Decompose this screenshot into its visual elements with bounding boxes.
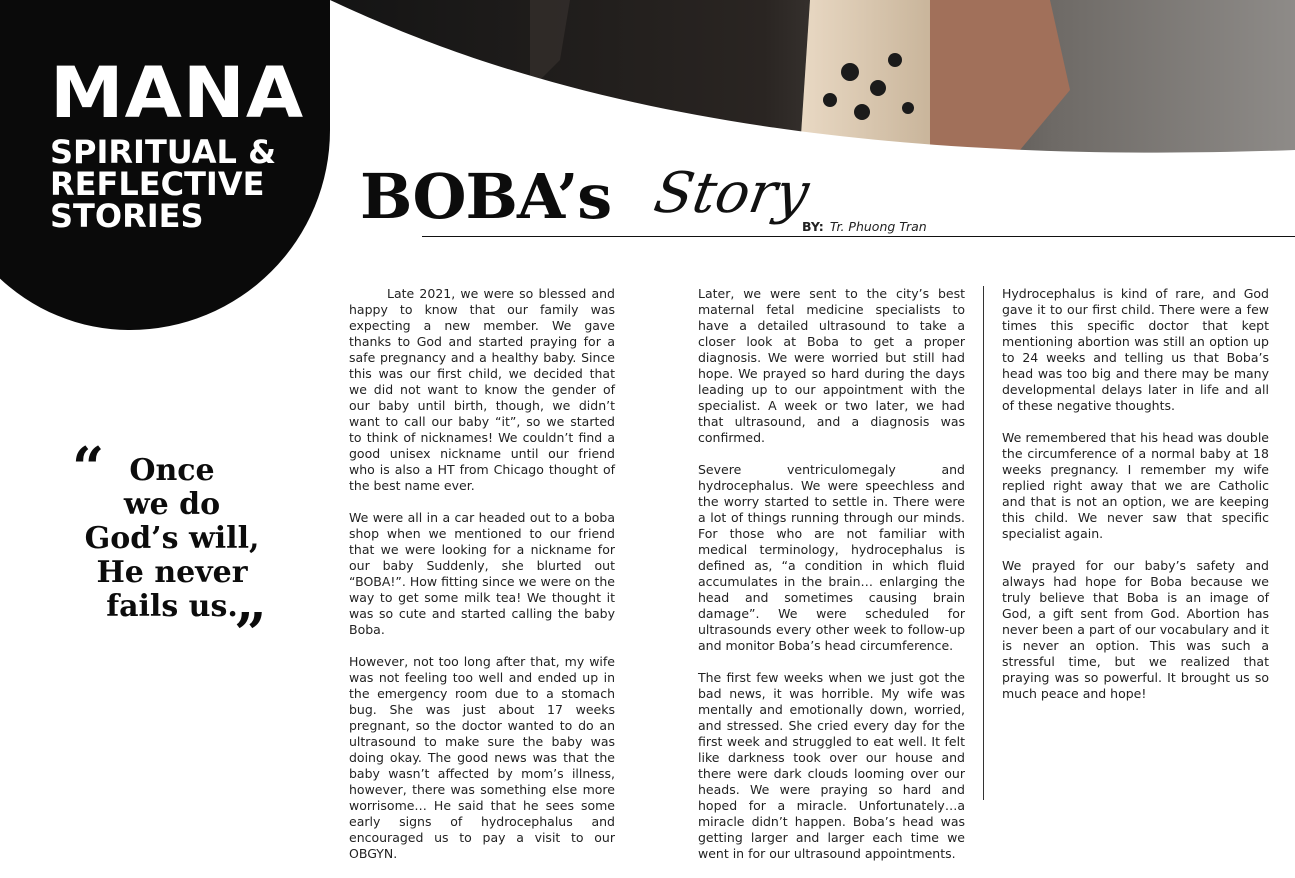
paragraph: However, not too long after that, my wife was not feeling too well and ended up in the emergency room due to a stomach bug. She was just about 17 weeks pregnant, so the doctor wanted to do an ultrasound to make sure the baby was doing okay. The good news was that the baby wasn’t affected by mom’s illness, however, there was something else more worrisome… He said that he sees some early signs of hydrocephalus and encouraged us to pay a visit to our OBGYN. [349, 654, 615, 861]
subtitle-line: REFLECTIVE [50, 165, 265, 203]
quote-line: we do [123, 487, 221, 522]
article-title-script: Story [649, 161, 814, 226]
article-column-3 [1002, 286, 1269, 718]
open-quote-mark: “ [72, 435, 105, 501]
paragraph: We remembered that his head was double the circumference of a normal baby at 18 weeks pregnancy. I remember my wife replied right away that we are Catholic and that is not an option, we are keeping this child. We never saw that specific specialist again. [1002, 430, 1269, 541]
magazine-subtitle [50, 133, 310, 235]
title-rule [422, 236, 1295, 237]
article-column-1 [349, 286, 615, 878]
quote-line: fails us. [106, 589, 238, 624]
byline-label: BY: [802, 219, 824, 234]
subtitle-line: STORIES [50, 197, 204, 235]
byline [802, 219, 927, 234]
paragraph: Later, we were sent to the city’s best maternal fetal medicine specialists to have a detailed ultrasound to take a closer look at Boba to get a proper diagnosis. We were worried but still had hope. We prayed so hard during the days leading up to our appointment with the specialist. A week or two later, we had that ultrasound, and a diagnosis was confirmed. [698, 286, 965, 445]
paragraph: Late 2021, we were so blessed and happy to know that our family was expecting a new member. We gave thanks to God and started praying for a safe pregnancy and a healthy baby. Since this was our first child, we decided that we did not want to know the gender of our baby until birth, though, we didn’t want to call our baby “it”, so we started to think of nicknames! We couldn’t find a good unisex nickname until our friend who is also a HT from Chicago thought of the best name ever. [349, 286, 615, 493]
column-divider [983, 286, 984, 800]
article-title: BOBA’s [360, 160, 612, 233]
byline-author: Tr. Phuong Tran [829, 219, 927, 234]
paragraph: Hydrocephalus is kind of rare, and God gave it to our first child. There were a few times this specific doctor that kept mentioning abortion was still an option up to 24 weeks and telling us that Boba’s head was too big and there may be many developmental delays later in life and all of these negative thoughts. [1002, 286, 1269, 413]
pull-quote-text [72, 454, 272, 624]
paragraph: We prayed for our baby’s safety and always had hope for Boba because we truly believe that Boba is an image of God, a gift sent from God. Abortion has never been a part of our vocabulary and it is never an option. This was such a stressful time, but we realized that praying was so powerful. It brought us so much peace and hope! [1002, 558, 1269, 701]
close-quote-mark: ” [234, 601, 267, 667]
paragraph: We were all in a car headed out to a boba shop when we mentioned to our friend that we were looking for a nickname for our baby Suddenly, she blurted out “BOBA!”. How fitting since we were on the way to get some milk tea! We thought it was so cute and started calling the baby Boba. [349, 510, 615, 637]
boba-drink-photo [330, 0, 1295, 160]
subtitle-line: SPIRITUAL & [50, 133, 276, 171]
quote-line: Once [129, 453, 215, 488]
paragraph: Severe ventriculomegaly and hydrocephalus. We were speechless and the worry started to settle in. There were a lot of things running through our minds. For those who are not familiar with medical terminology, hydrocephalus is defined as, “a condition in which fluid accumulates in the brain… enlarging the head and sometimes causing brain damage”. We were scheduled for ultrasounds every other week to follow-up and monitor Boba’s head circumference. [698, 462, 965, 653]
article-column-2 [698, 286, 965, 878]
magazine-title: MANA [50, 52, 305, 134]
quote-line: He never [96, 555, 248, 590]
paragraph: The first few weeks when we just got the bad news, it was horrible. My wife was mentally and emotionally down, worried, and stressed. She cried every day for the first week and struggled to eat well. It felt like darkness took over our house and there were dark clouds looming over our heads. We were praying so hard and hoped for a miracle. Unfortunately…a miracle didn’t happen. Boba’s head was getting larger and larger each time we went in for our ultrasound appointments. [698, 670, 965, 861]
quote-line: God’s will, [84, 521, 260, 556]
